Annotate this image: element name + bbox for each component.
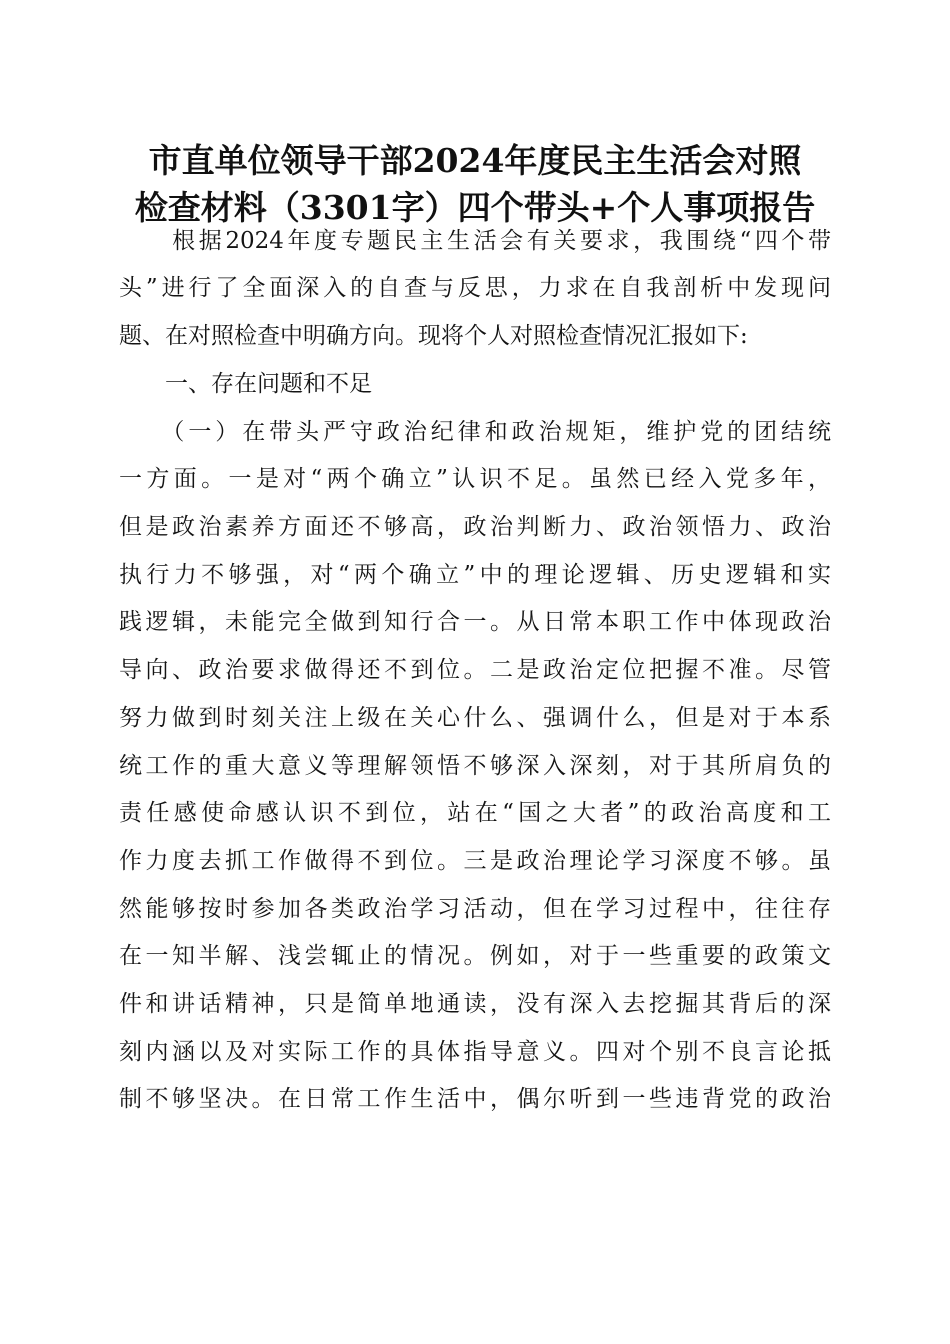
body-line-10: 作力度去抓工作做得不到位。三是政治理论学习深度不够。虽 bbox=[119, 848, 831, 874]
body-line-12: 在一知半解、浅尝辄止的情况。例如，对于一些重要的政策文 bbox=[119, 943, 831, 969]
document-title-line-2: 检查材料（3301字）四个带头+个人事项报告 bbox=[134, 188, 816, 227]
body-line-6: 导向、政治要求做得还不到位。二是政治定位把握不准。尽管 bbox=[119, 657, 831, 683]
body-line-5: 践逻辑，未能完全做到知行合一。从日常本职工作中体现政治 bbox=[119, 609, 831, 635]
body-line-2: 一方面。一是对“两个确立”认识不足。虽然已经入党多年， bbox=[119, 466, 831, 492]
body-line-9: 责任感使命感认识不到位，站在“国之大者”的政治高度和工 bbox=[119, 800, 831, 826]
section-heading: 一、存在问题和不足 bbox=[119, 371, 372, 397]
body-line-15: 制不够坚决。在日常工作生活中，偶尔听到一些违背党的政治 bbox=[119, 1086, 831, 1112]
intro-line-3: 题、在对照检查中明确方向。现将个人对照检查情况汇报如下: bbox=[119, 323, 748, 349]
body-line-7: 努力做到时刻关注上级在关心什么、强调什么，但是对于本系 bbox=[119, 705, 831, 731]
document-title-line-1: 市直单位领导干部2024年度民主生活会对照 bbox=[148, 141, 802, 180]
intro-line-2: 头”进行了全面深入的自查与反思，力求在自我剖析中发现问 bbox=[119, 275, 831, 301]
body-line-14: 刻内涵以及对实际工作的具体指导意义。四对个别不良言论抵 bbox=[119, 1039, 831, 1065]
body-line-1: （一）在带头严守政治纪律和政治规矩，维护党的团结统 bbox=[119, 419, 831, 445]
body-line-3: 但是政治素养方面还不够高，政治判断力、政治领悟力、政治 bbox=[119, 514, 831, 540]
intro-line-1: 根据2024年度专题民主生活会有关要求，我围绕“四个带 bbox=[119, 228, 831, 254]
body-line-13: 件和讲话精神，只是简单地通读，没有深入去挖掘其背后的深 bbox=[119, 991, 831, 1017]
body-line-8: 统工作的重大意义等理解领悟不够深入深刻，对于其所肩负的 bbox=[119, 753, 831, 779]
body-line-4: 执行力不够强，对“两个确立”中的理论逻辑、历史逻辑和实 bbox=[119, 562, 831, 588]
body-line-11: 然能够按时参加各类政治学习活动，但在学习过程中，往往存 bbox=[119, 896, 831, 922]
